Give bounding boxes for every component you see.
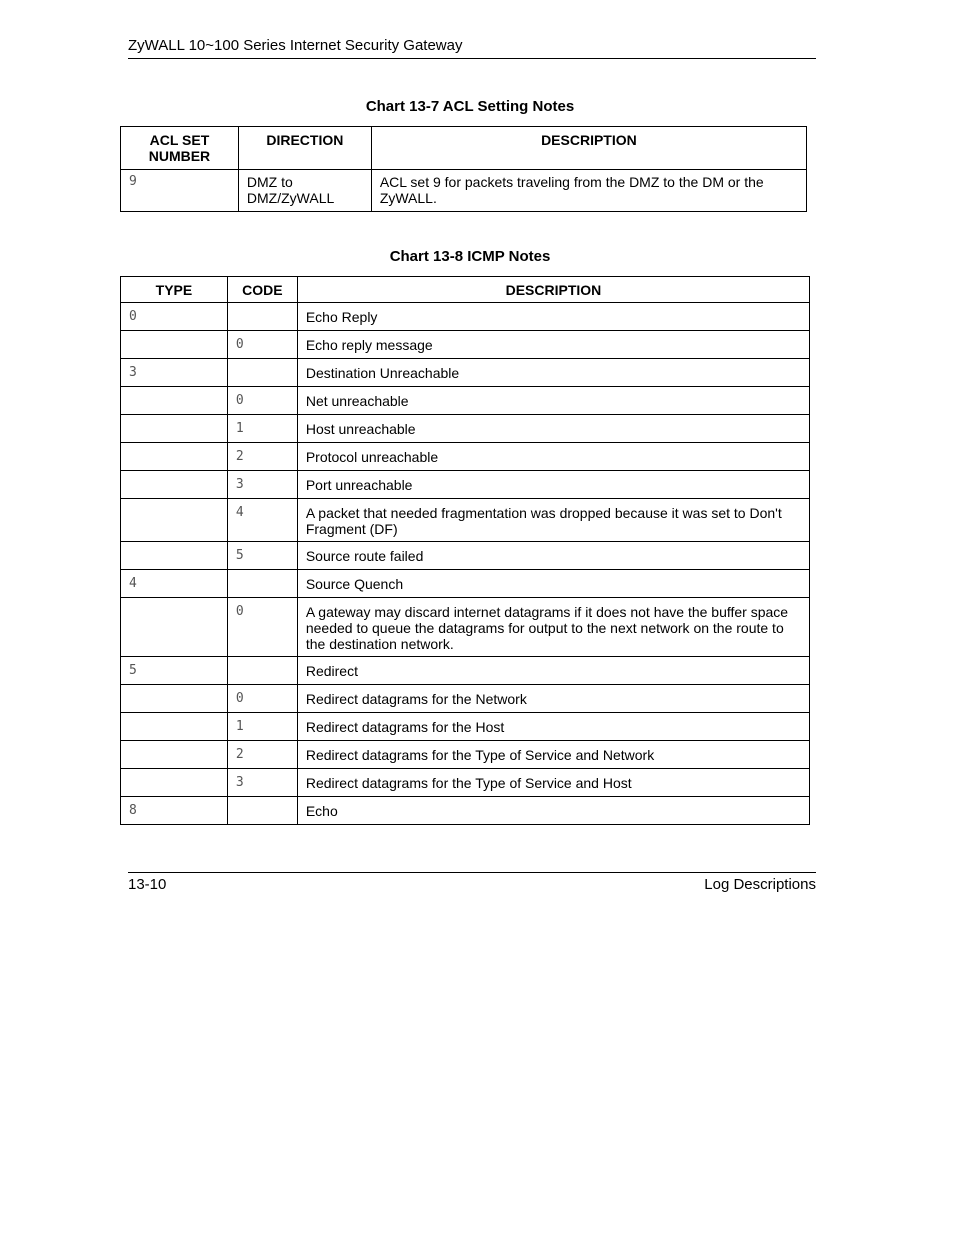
code-cell: 5	[227, 542, 297, 570]
page-header	[128, 37, 816, 59]
type-cell	[121, 331, 228, 359]
description-cell: Source Quench	[297, 570, 809, 598]
description-cell: Redirect datagrams for the Host	[297, 713, 809, 741]
code-cell	[227, 359, 297, 387]
table-row	[121, 769, 810, 797]
code-cell: 2	[227, 741, 297, 769]
table-row	[121, 797, 810, 825]
code-cell	[227, 657, 297, 685]
header-title: ZyWALL 10~100 Series Internet Security Gateway	[128, 37, 463, 54]
code-cell: 4	[227, 499, 297, 542]
code-cell: 3	[227, 769, 297, 797]
table-row	[121, 387, 810, 415]
type-cell: 5	[121, 657, 228, 685]
table-row	[121, 443, 810, 471]
type-cell	[121, 598, 228, 657]
type-cell	[121, 387, 228, 415]
table-header-row	[121, 127, 807, 170]
code-cell: 1	[227, 415, 297, 443]
direction-cell: DMZ to DMZ/ZyWALL	[238, 170, 371, 212]
description-cell: Net unreachable	[297, 387, 809, 415]
type-cell: 4	[121, 570, 228, 598]
code-cell: 0	[227, 331, 297, 359]
table-row	[121, 359, 810, 387]
table-row	[121, 499, 810, 542]
code-cell: 0	[227, 387, 297, 415]
acl-chart-caption: Chart 13-7 ACL Setting Notes	[365, 98, 575, 115]
acl-setting-table	[120, 126, 807, 212]
table-row	[121, 170, 807, 212]
description-cell: Redirect datagrams for the Type of Service and Network	[297, 741, 809, 769]
description-cell: Protocol unreachable	[297, 443, 809, 471]
table-row	[121, 570, 810, 598]
type-cell	[121, 471, 228, 499]
type-cell	[121, 499, 228, 542]
table-row	[121, 657, 810, 685]
column-header: DESCRIPTION	[297, 277, 809, 303]
description-cell: Redirect datagrams for the Type of Service and Host	[297, 769, 809, 797]
table-row	[121, 471, 810, 499]
description-cell: Destination Unreachable	[297, 359, 809, 387]
acl-set-number-cell: 9	[121, 170, 239, 212]
icmp-chart-caption: Chart 13-8 ICMP Notes	[389, 248, 551, 265]
type-cell	[121, 685, 228, 713]
type-cell	[121, 769, 228, 797]
description-cell: Echo Reply	[297, 303, 809, 331]
description-cell: Host unreachable	[297, 415, 809, 443]
code-cell	[227, 570, 297, 598]
column-header: CODE	[227, 277, 297, 303]
icmp-notes-table	[120, 276, 810, 825]
type-cell	[121, 713, 228, 741]
table-row	[121, 415, 810, 443]
description-cell: Echo reply message	[297, 331, 809, 359]
page-number: 13-10	[128, 876, 167, 893]
table-row	[121, 331, 810, 359]
type-cell	[121, 415, 228, 443]
code-cell: 0	[227, 685, 297, 713]
description-cell: Source route failed	[297, 542, 809, 570]
description-cell: A packet that needed fragmentation was dropped because it was set to Don't Fragment (DF)	[297, 499, 809, 542]
table-header-row	[121, 277, 810, 303]
table-row	[121, 542, 810, 570]
code-cell	[227, 797, 297, 825]
type-cell	[121, 741, 228, 769]
description-cell: Redirect datagrams for the Network	[297, 685, 809, 713]
code-cell: 2	[227, 443, 297, 471]
description-cell: ACL set 9 for packets traveling from the DMZ to the DM or the ZyWALL.	[371, 170, 806, 212]
table-row	[121, 303, 810, 331]
table-row	[121, 713, 810, 741]
code-cell: 1	[227, 713, 297, 741]
type-cell: 8	[121, 797, 228, 825]
type-cell	[121, 542, 228, 570]
type-cell	[121, 443, 228, 471]
page-footer	[128, 872, 816, 894]
section-name: Log Descriptions	[704, 876, 816, 893]
column-header: TYPE	[121, 277, 228, 303]
table-row	[121, 598, 810, 657]
column-header: ACL SET NUMBER	[121, 127, 239, 170]
code-cell	[227, 303, 297, 331]
table-row	[121, 685, 810, 713]
code-cell: 0	[227, 598, 297, 657]
code-cell: 3	[227, 471, 297, 499]
column-header: DESCRIPTION	[371, 127, 806, 170]
type-cell: 3	[121, 359, 228, 387]
table-row	[121, 741, 810, 769]
column-header: DIRECTION	[238, 127, 371, 170]
description-cell: Echo	[297, 797, 809, 825]
description-cell: Port unreachable	[297, 471, 809, 499]
description-cell: Redirect	[297, 657, 809, 685]
type-cell: 0	[121, 303, 228, 331]
description-cell: A gateway may discard internet datagrams if it does not have the buffer space needed to queue the datagrams for output to the next network on the route to the destination network.	[297, 598, 809, 657]
